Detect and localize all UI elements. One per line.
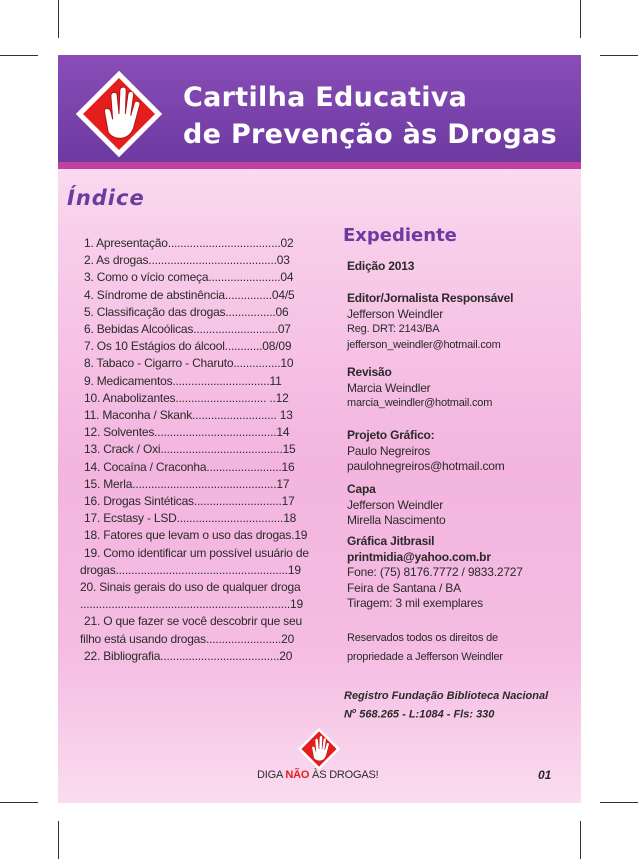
capa-name: Mirella Nascimento — [347, 513, 446, 527]
registro-line1: Registro Fundação Biblioteca Nacional — [344, 690, 549, 702]
registro-number: 568.265 - L:1084 - Fls: 330 — [356, 708, 495, 721]
header-title-line2: de Prevenção às Drogas — [183, 119, 557, 150]
toc-item: 21. O que fazer se você descobrir que seu — [84, 614, 302, 629]
revisao-label: Revisão — [347, 365, 392, 379]
expediente-direitos — [347, 629, 577, 667]
toc-item: 11. Maconha / Skank........................... 13 — [84, 408, 293, 423]
toc-item: 19. Como identificar um possível usuário de — [84, 545, 309, 560]
editor-label: Editor/Jornalista Responsável — [347, 291, 514, 305]
expediente-projeto — [347, 428, 577, 475]
projeto-email: paulohnegreiros@hotmail.com — [347, 459, 505, 473]
toc-item: 7. Os 10 Estágios do álcool............08/09 — [84, 339, 292, 354]
expediente-revisao — [347, 365, 577, 412]
editor-name: Jefferson Weindler — [347, 306, 444, 321]
toc-item: 12. Solventes.......................................14 — [84, 425, 290, 440]
toc-item: 16. Drogas Sintéticas............................17 — [84, 494, 295, 509]
header-title-line1: Cartilha Educativa — [183, 82, 468, 113]
header-accent-strip — [58, 162, 581, 169]
toc-item: 3. Como o vício começa.......................04 — [84, 270, 294, 285]
direitos-line: Reservados todos os direitos de — [347, 632, 498, 644]
crop-mark — [580, 0, 581, 38]
capa-name: Jefferson Weindler — [347, 497, 444, 512]
slogan-pre: DIGA — [257, 769, 286, 781]
toc-item: 6. Bebidas Alcoólicas...........................07 — [84, 322, 291, 337]
toc-item: ...................................................................19 — [80, 597, 303, 612]
registro-n: N — [344, 708, 352, 721]
page-number: 01 — [538, 768, 552, 782]
registro-line2 — [344, 704, 548, 723]
slogan-nao: NÃO — [285, 769, 310, 781]
crop-mark — [0, 55, 38, 56]
toc-item: 18. Fatores que levam o uso das drogas.19 — [84, 528, 308, 543]
slogan-post: ÀS DROGAS! — [309, 769, 379, 781]
hand-stop-icon — [297, 727, 341, 771]
registro-biblioteca — [344, 688, 548, 723]
projeto-name: Paulo Negreiros — [347, 443, 431, 458]
crop-mark — [58, 0, 59, 38]
indice-heading: Índice — [67, 186, 145, 210]
expediente-capa — [347, 482, 577, 529]
edicao-text: Edição 2013 — [347, 259, 415, 273]
grafica-cidade: Feira de Santana / BA — [347, 580, 461, 595]
toc-item: 10. Anabolizantes............................. ..12 — [84, 390, 289, 405]
toc-item: 14. Cocaína / Craconha........................16 — [84, 459, 295, 474]
crop-mark — [58, 821, 59, 859]
toc-item: 4. Síndrome de abstinência...............04/5 — [84, 287, 295, 302]
toc-item: 2. As drogas.........................................03 — [84, 253, 290, 268]
toc-item: 20. Sinais gerais do uso de qualquer droga — [80, 580, 301, 595]
crop-mark — [580, 821, 581, 859]
crop-mark — [600, 55, 638, 56]
toc-item: drogas.......................................................19 — [80, 562, 301, 577]
revisao-email: marcia_weindler@hotmail.com — [347, 397, 493, 409]
grafica-tiragem: Tiragem: 3 mil exemplares — [347, 596, 483, 610]
editor-registration: Reg. DRT: 2143/BA — [347, 323, 440, 335]
toc-item: 9. Medicamentos...............................11 — [84, 373, 282, 388]
toc-item: filho está usando drogas........................20 — [80, 631, 295, 646]
direitos-line: propriedade a Jefferson Weindler — [347, 651, 503, 663]
toc-item: 22. Bibliografia......................................20 — [84, 648, 293, 663]
toc-item: 15. Merla..............................................17 — [84, 476, 290, 491]
toc-item: 5. Classificação das drogas................06 — [84, 304, 289, 319]
toc-item: 1. Apresentação....................................02 — [84, 236, 294, 250]
capa-label: Capa — [347, 482, 376, 496]
projeto-label: Projeto Gráfico: — [347, 428, 435, 442]
crop-mark — [0, 802, 38, 803]
registro-n-sup: o — [351, 708, 357, 715]
expediente-editor — [347, 291, 577, 353]
hand-stop-icon — [74, 69, 164, 159]
expediente-grafica — [347, 534, 577, 612]
toc-item: 17. Ecstasy - LSD..................................18 — [84, 511, 297, 526]
booklet-page — [58, 55, 581, 803]
grafica-fone: Fone: (75) 8176.7772 / 9833.2727 — [347, 565, 523, 579]
footer-slogan — [257, 769, 379, 781]
toc-item: 13. Crack / Oxi.......................................15 — [84, 442, 296, 457]
grafica-email: printmidia@yahoo.com.br — [347, 549, 491, 564]
toc-item: 8. Tabaco - Cigarro - Charuto...............10 — [84, 356, 294, 371]
expediente-edicao — [347, 259, 577, 275]
editor-email: jefferson_weindler@hotmail.com — [347, 338, 501, 351]
revisao-name: Marcia Weindler — [347, 380, 431, 395]
crop-mark — [600, 802, 638, 803]
table-of-contents — [80, 235, 314, 665]
grafica-label: Gráfica Jitbrasil — [347, 534, 435, 548]
expediente-heading: Expediente — [343, 225, 457, 246]
